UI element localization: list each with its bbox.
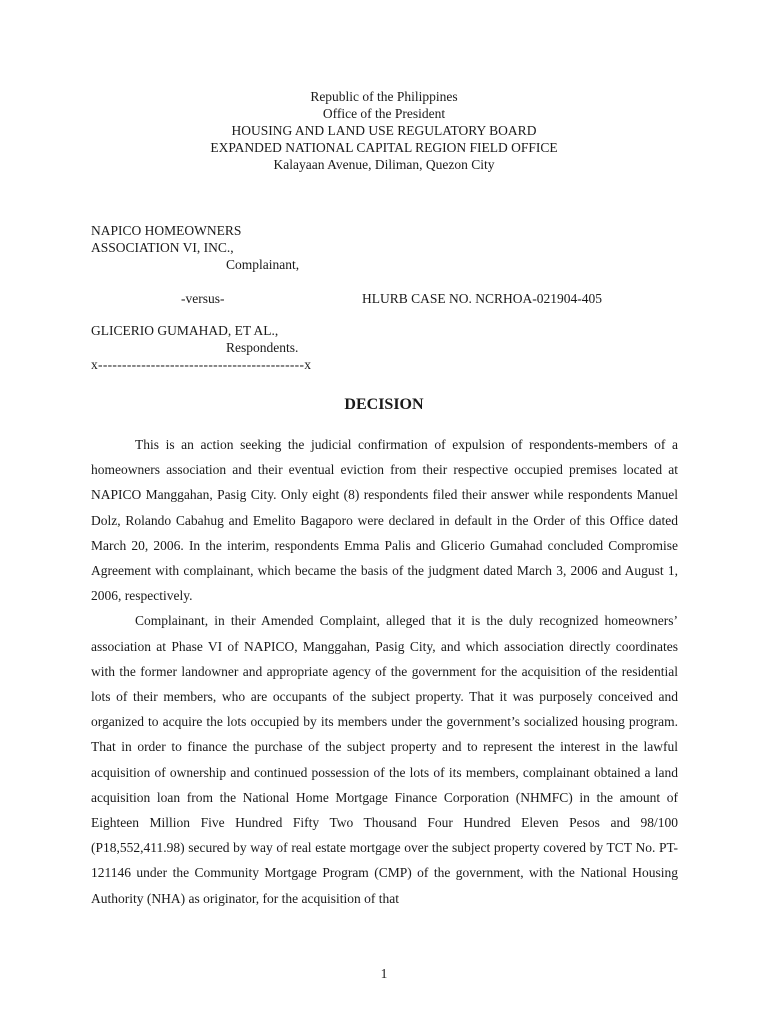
respondent-role: Respondents. [226, 340, 299, 355]
letterhead [0, 88, 768, 173]
letterhead-field-office: EXPANDED NATIONAL CAPITAL REGION FIELD OFFICE [210, 140, 558, 155]
complainant-name-line1: NAPICO HOMEOWNERS [91, 223, 242, 238]
versus-label: -versus- [181, 291, 225, 306]
letterhead-office: Office of the President [322, 106, 446, 121]
paragraph-1: This is an action seeking the judicial confirmation of expulsion of respondents-members of a homeowners association and their eventual eviction from their respective occupied premises located at NAPICO Manggahan, Pasig City. Only eight (8) respondents filed their answer while respondents Manuel Dolz, Rolando Cabahug and Emelito Bagaporo were declared in default in the Order of this Office dated March 20, 2006. In the interim, respondents Emma Palis and Glicerio Gumahad concluded Compromise Agreement with complainant, which became the basis of the judgment dated March 3, 2006 and August 1, 2006, respectively. [91, 437, 678, 604]
paragraph-2: Complainant, in their Amended Complaint, alleged that it is the duly recognized homeowners’ association at Phase VI of NAPICO, Manggahan, Pasig City, and which association directly coordinates with the former landowner and appropriate agency of the government for the acquisition of the residential lots of their members, who are occupants of the subject property. That it was purposely conceived and organized to acquire the lots occupied by its members under the government’s socialized housing program. That in order to finance the purchase of the subject property and to represent the interest in the lawful acquisition of ownership and continued possession of the lots of its members, complainant obtained a land acquisition loan from the National Home Mortgage Finance Corporation (NHMFC) in the amount of Eighteen Million Five Hundred Fifty Two Thousand Four Hundred Eleven Pesos and 98/100 (P18,552,411.98) secured by way of real estate mortgage over the subject property covered by TCT No. PT-121146 under the Community Mortgage Program (CMP) of the government, with the National Housing Authority (NHA) as originator, for the acquisition of that [91, 613, 678, 906]
decision-body [91, 432, 678, 911]
page-number: 1 [380, 966, 388, 981]
letterhead-address: Kalayaan Avenue, Diliman, Quezon City [273, 157, 495, 172]
caption-separator: x-------------------------------------------x [91, 357, 312, 372]
letterhead-board: HOUSING AND LAND USE REGULATORY BOARD [231, 123, 537, 138]
complainant-role: Complainant, [226, 257, 300, 272]
complainant-name-line2: ASSOCIATION VI, INC., [91, 240, 234, 255]
respondent-name: GLICERIO GUMAHAD, ET AL., [91, 323, 279, 338]
letterhead-republic: Republic of the Philippines [310, 89, 458, 104]
case-number: HLURB CASE NO. NCRHOA-021904-405 [362, 291, 603, 306]
decision-title: DECISION [344, 396, 424, 413]
